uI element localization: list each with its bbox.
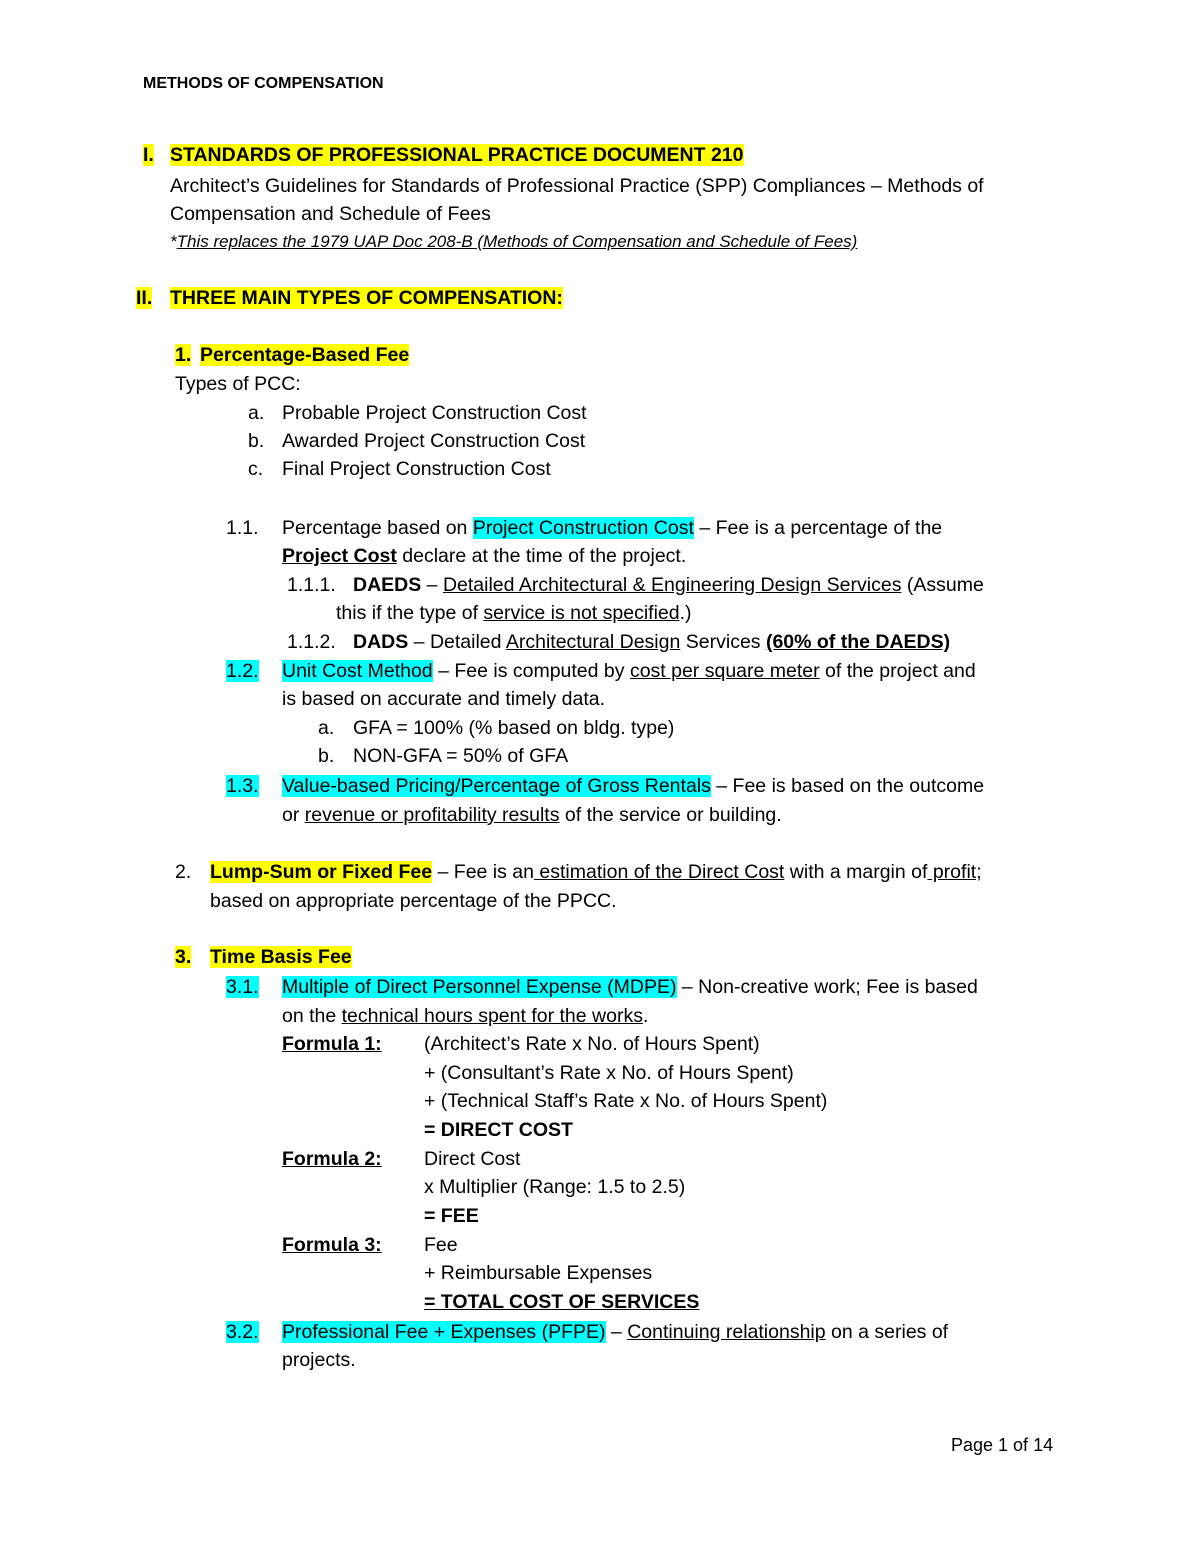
formula-3-line: Fee bbox=[424, 1234, 458, 1256]
item-1-1-1-number: 1.1.1. bbox=[287, 574, 336, 596]
item-2-number: 2. bbox=[175, 861, 192, 883]
item-3-1-line2: on the technical hours spent for the works. bbox=[282, 1005, 649, 1027]
item-1-2-b-letter: b. bbox=[318, 745, 335, 767]
type-c-text: Final Project Construction Cost bbox=[282, 458, 551, 480]
item-1-number: 1. bbox=[175, 344, 192, 366]
item-3-2-line2: projects. bbox=[282, 1349, 356, 1371]
item-1-1-2-line: DADS – Detailed Architectural Design Services (60% of the DAEDS) bbox=[353, 631, 951, 653]
formula-2-result: = FEE bbox=[424, 1205, 479, 1227]
section-ii-title: THREE MAIN TYPES OF COMPENSATION: bbox=[170, 287, 563, 309]
section-i-title: STANDARDS OF PROFESSIONAL PRACTICE DOCUMENT 210 bbox=[170, 144, 744, 166]
item-1-1-2-number: 1.1.2. bbox=[287, 631, 336, 653]
item-3-2-number: 3.2. bbox=[226, 1321, 259, 1343]
item-3-title: Time Basis Fee bbox=[210, 946, 352, 968]
formula-2-line: Direct Cost bbox=[424, 1148, 521, 1170]
formula-3-result: = TOTAL COST OF SERVICES bbox=[424, 1291, 700, 1313]
item-1-1-line1: Percentage based on Project Construction Cost – Fee is a percentage of the bbox=[282, 517, 943, 539]
item-2-line2: based on appropriate percentage of the PPCC. bbox=[210, 890, 617, 912]
item-3-number: 3. bbox=[175, 946, 192, 968]
type-b-text: Awarded Project Construction Cost bbox=[282, 430, 586, 452]
type-a-letter: a. bbox=[248, 402, 265, 424]
item-3-2-line1: Professional Fee + Expenses (PFPE) – Continuing relationship on a series of bbox=[282, 1321, 949, 1343]
item-1-2-a-text: GFA = 100% (% based on bldg. type) bbox=[353, 717, 675, 739]
item-1-2-b-text: NON-GFA = 50% of GFA bbox=[353, 745, 569, 767]
formula-2-line: x Multiplier (Range: 1.5 to 2.5) bbox=[424, 1176, 686, 1198]
formula-2-label: Formula 2: bbox=[282, 1148, 382, 1170]
type-a-text: Probable Project Construction Cost bbox=[282, 402, 587, 424]
item-1-2-a-letter: a. bbox=[318, 717, 335, 739]
item-1-1-1-line1: DAEDS – Detailed Architectural & Engineering Design Services (Assume bbox=[353, 574, 984, 596]
formula-1-line: (Architect’s Rate x No. of Hours Spent) bbox=[424, 1033, 760, 1055]
type-c-letter: c. bbox=[248, 458, 264, 480]
section-ii-number: II. bbox=[136, 287, 153, 309]
type-b-letter: b. bbox=[248, 430, 265, 452]
types-label: Types of PCC: bbox=[175, 373, 301, 395]
section-i-desc-line2: Compensation and Schedule of Fees bbox=[170, 203, 491, 225]
item-1-3-number: 1.3. bbox=[226, 775, 259, 797]
section-i-note: *This replaces the 1979 UAP Doc 208-B (Methods of Compensation and Schedule of Fees) bbox=[170, 232, 858, 251]
item-2-line1: Lump-Sum or Fixed Fee – Fee is an estimation of the Direct Cost with a margin of profit; bbox=[210, 861, 982, 883]
item-1-1-number: 1.1. bbox=[226, 517, 259, 539]
formula-1-line: + (Consultant’s Rate x No. of Hours Spent) bbox=[424, 1062, 794, 1084]
item-3-1-line1: Multiple of Direct Personnel Expense (MDPE) – Non-creative work; Fee is based bbox=[282, 976, 978, 998]
item-1-title: Percentage-Based Fee bbox=[200, 344, 410, 366]
item-1-1-1-line2: this if the type of service is not specified.) bbox=[336, 602, 692, 624]
formula-3-label: Formula 3: bbox=[282, 1234, 382, 1256]
formula-1-line: + (Technical Staff’s Rate x No. of Hours Spent) bbox=[424, 1090, 828, 1112]
section-i-number: I. bbox=[143, 144, 154, 166]
page-number: Page 1 of 14 bbox=[951, 1435, 1054, 1455]
item-1-2-line2: is based on accurate and timely data. bbox=[282, 688, 606, 710]
item-3-1-number: 3.1. bbox=[226, 976, 259, 998]
item-1-2-line1: Unit Cost Method – Fee is computed by cost per square meter of the project and bbox=[282, 660, 976, 682]
item-1-2-number: 1.2. bbox=[226, 660, 259, 682]
item-1-1-line2: Project Cost declare at the time of the project. bbox=[282, 545, 687, 567]
page-header: METHODS OF COMPENSATION bbox=[143, 75, 384, 92]
formula-3-line: + Reimbursable Expenses bbox=[424, 1262, 653, 1284]
item-1-3-line2: or revenue or profitability results of the service or building. bbox=[282, 804, 782, 826]
formula-1-result: = DIRECT COST bbox=[424, 1119, 573, 1141]
formula-1-label: Formula 1: bbox=[282, 1033, 382, 1055]
section-i-desc-line1: Architect’s Guidelines for Standards of Professional Practice (SPP) Compliances – Methods of bbox=[170, 175, 984, 197]
item-1-3-line1: Value-based Pricing/Percentage of Gross Rentals – Fee is based on the outcome bbox=[282, 775, 985, 797]
